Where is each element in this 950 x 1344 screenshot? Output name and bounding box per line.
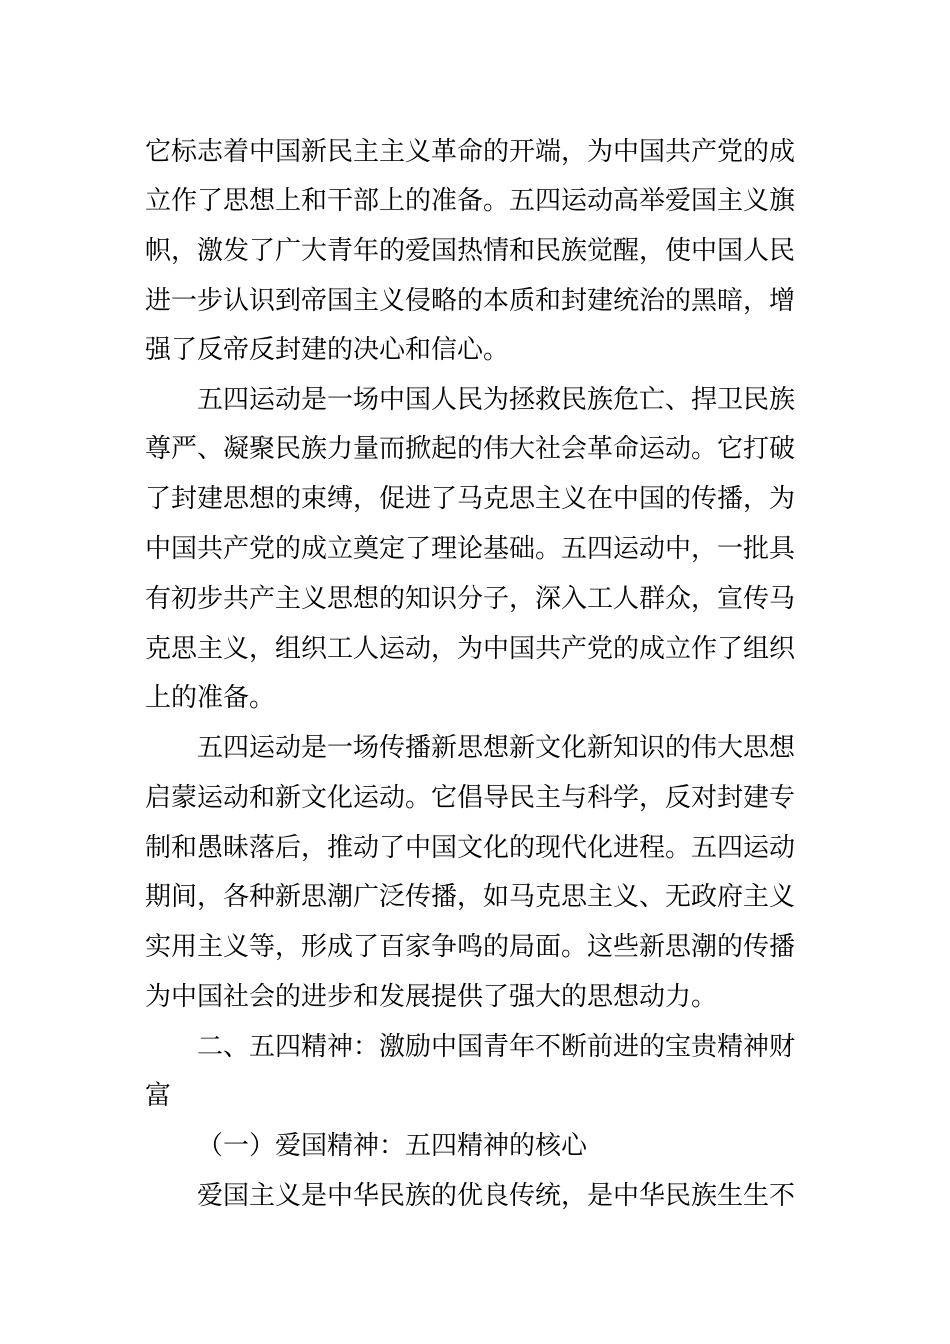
text-line: 中国共产党的成立奠定了理论基础。五四运动中，一批具: [145, 534, 796, 564]
text-line: 期间，各种新思潮广泛传播，如马克思主义、无政府主义: [145, 882, 796, 912]
text-line: 实用主义等，形成了百家争鸣的局面。这些新思潮的传播: [145, 932, 796, 962]
paragraph-first-line: 五四运动是一场传播新思想新文化新知识的伟大思想: [197, 733, 796, 763]
section-heading-continued: 富: [145, 1081, 172, 1111]
text-line: 制和愚昧落后，推动了中国文化的现代化进程。五四运动: [145, 833, 796, 863]
text-line: 为中国社会的进步和发展提供了强大的思想动力。: [145, 982, 718, 1012]
text-line: 它标志着中国新民主主义革命的开端，为中国共产党的成: [145, 137, 796, 167]
section-heading: 二、五四精神：激励中国青年不断前进的宝贵精神财: [197, 1032, 796, 1062]
subsection-heading: （一）爱国精神：五四精神的核心: [197, 1131, 588, 1161]
text-line: 立作了思想上和干部上的准备。五四运动高举爱国主义旗: [145, 186, 796, 216]
text-line: 有初步共产主义思想的知识分子，深入工人群众，宣传马: [145, 584, 796, 614]
text-line: 克思主义，组织工人运动，为中国共产党的成立作了组织: [145, 634, 796, 664]
text-line: 强了反帝反封建的决心和信心。: [145, 335, 510, 365]
text-line: 尊严、凝聚民族力量而掀起的伟大社会革命运动。它打破: [145, 434, 796, 464]
paragraph-first-line: 五四运动是一场中国人民为拯救民族危亡、捍卫民族: [197, 385, 796, 415]
text-line: 了封建思想的束缚，促进了马克思主义在中国的传播，为: [145, 484, 796, 514]
text-line: 帜，激发了广大青年的爱国热情和民族觉醒，使中国人民: [145, 236, 796, 266]
text-line: 进一步认识到帝国主义侵略的本质和封建统治的黑暗，增: [145, 286, 796, 316]
text-line: 上的准备。: [145, 683, 276, 713]
paragraph-first-line: 爱国主义是中华民族的优良传统，是中华民族生生不: [197, 1181, 796, 1211]
text-line: 启蒙运动和新文化运动。它倡导民主与科学，反对封建专: [145, 783, 796, 813]
